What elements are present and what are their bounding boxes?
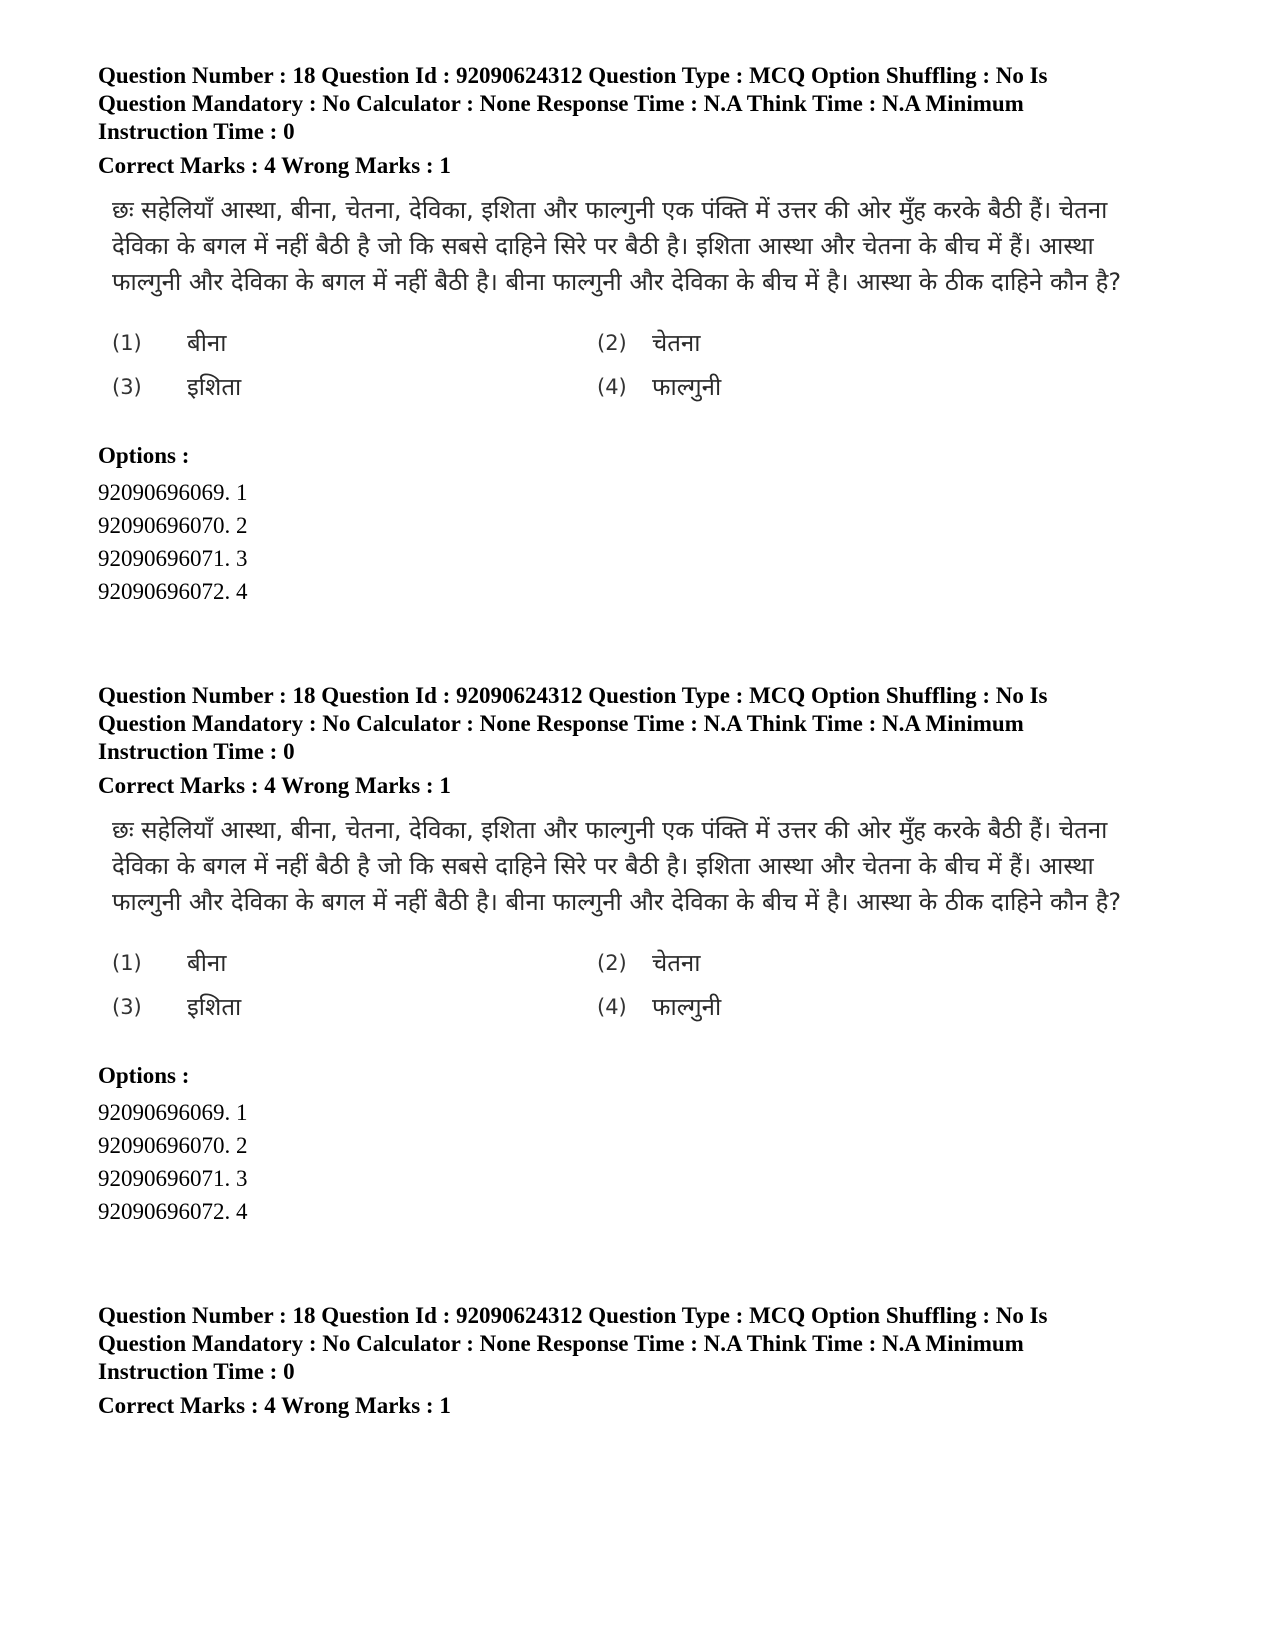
marks-line: Correct Marks : 4 Wrong Marks : 1	[98, 153, 451, 178]
choice-number: (2)	[597, 331, 627, 355]
question-body	[112, 812, 1122, 1026]
choice-label: इशिता	[187, 993, 242, 1021]
option-line: 92090696069. 1	[98, 480, 248, 505]
choice-label: फाल्गुनी	[652, 993, 722, 1021]
question-meta-line: Question Number : 18 Question Id : 92090624312 Question Type : MCQ Option Shuffling : No Is	[98, 63, 1048, 88]
question-meta-line: Question Mandatory : No Calculator : None Response Time : N.A Think Time : N.A Minimum	[98, 91, 1024, 116]
choice-number: (3)	[112, 375, 142, 399]
choice-label: चेतना	[652, 329, 701, 357]
option-line: 92090696072. 4	[98, 579, 248, 604]
choice-number: (1)	[112, 951, 142, 975]
options-heading: Options :	[98, 443, 190, 468]
question-meta-line: Question Mandatory : No Calculator : None Response Time : N.A Think Time : N.A Minimum	[98, 711, 1024, 736]
marks-line: Correct Marks : 4 Wrong Marks : 1	[98, 1393, 451, 1418]
choice-number: (2)	[597, 951, 627, 975]
question-meta-line: Question Mandatory : No Calculator : None Response Time : N.A Think Time : N.A Minimum	[98, 1331, 1024, 1356]
choice-label: फाल्गुनी	[652, 373, 722, 401]
question-body	[112, 192, 1122, 406]
question-meta-line: Instruction Time : 0	[98, 119, 295, 144]
question-text: छः सहेलियाँ आस्था, बीना, चेतना, देविका, इशिता और फाल्गुनी एक पंक्ति में उत्तर की ओर मुँह करके बैठी हैं। चेतना देविका के बगल में नहीं बैठी है जो कि सबसे दाहिने सिरे पर बैठी है। इशिता आस्था और चेतना के बीच में हैं। आस्था फाल्गुनी और देविका के बगल में नहीं बैठी है। बीना फाल्गुनी और देविका के बीच में है। आस्था के ठीक दाहिने कौन है?	[112, 816, 1122, 916]
question-block	[98, 62, 1188, 608]
option-line: 92090696069. 1	[98, 1100, 248, 1125]
option-line: 92090696070. 2	[98, 1133, 248, 1158]
choice-label: बीना	[187, 949, 227, 977]
choice-label: बीना	[187, 329, 227, 357]
marks-line: Correct Marks : 4 Wrong Marks : 1	[98, 773, 451, 798]
choice-label: चेतना	[652, 949, 701, 977]
choice-number: (4)	[597, 995, 627, 1019]
option-line: 92090696070. 2	[98, 513, 248, 538]
option-line: 92090696072. 4	[98, 1199, 248, 1224]
question-block	[98, 1302, 1188, 1420]
choice-grid	[112, 324, 1122, 406]
question-meta-line: Question Number : 18 Question Id : 92090624312 Question Type : MCQ Option Shuffling : No Is	[98, 683, 1048, 708]
option-line: 92090696071. 3	[98, 546, 248, 571]
choice-number: (4)	[597, 375, 627, 399]
question-block	[98, 682, 1188, 1228]
choice-grid	[112, 944, 1122, 1026]
choice-number: (3)	[112, 995, 142, 1019]
question-text: छः सहेलियाँ आस्था, बीना, चेतना, देविका, इशिता और फाल्गुनी एक पंक्ति में उत्तर की ओर मुँह करके बैठी हैं। चेतना देविका के बगल में नहीं बैठी है जो कि सबसे दाहिने सिरे पर बैठी है। इशिता आस्था और चेतना के बीच में हैं। आस्था फाल्गुनी और देविका के बगल में नहीं बैठी है। बीना फाल्गुनी और देविका के बीच में है। आस्था के ठीक दाहिने कौन है?	[112, 196, 1122, 296]
question-meta-line: Question Number : 18 Question Id : 92090624312 Question Type : MCQ Option Shuffling : No Is	[98, 1303, 1048, 1328]
options-heading: Options :	[98, 1063, 190, 1088]
choice-number: (1)	[112, 331, 142, 355]
question-meta-line: Instruction Time : 0	[98, 1359, 295, 1384]
option-line: 92090696071. 3	[98, 1166, 248, 1191]
question-meta-line: Instruction Time : 0	[98, 739, 295, 764]
choice-label: इशिता	[187, 373, 242, 401]
